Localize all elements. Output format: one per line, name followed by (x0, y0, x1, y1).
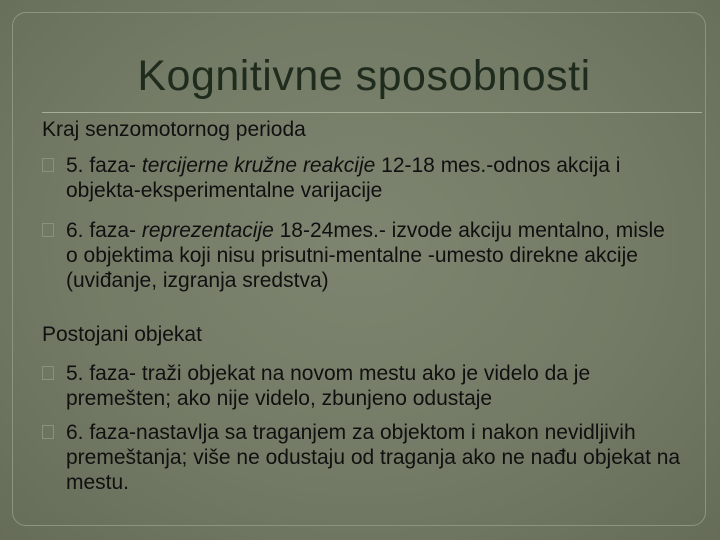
bullet-marker-icon (42, 158, 54, 172)
section-heading-senzomotorni-period: Kraj senzomotornog perioda (42, 118, 306, 141)
bullet-text: 6. faza-nastavlja sa traganjem za objektom i nakon nevidljivih premeštanja; više ne odustaju od traganja ako ne nađu objekat na mestu. (66, 421, 681, 494)
bullet-text: 5. faza- tercijerne kružne reakcije 12-18 mes.-odnos akcija i objekta-eksperimentalne varijacije (66, 154, 621, 202)
bullet-marker-icon (42, 223, 54, 237)
bullet-faza-5-objekat (42, 361, 682, 411)
slide-title: Kognitivne sposobnosti (137, 52, 591, 100)
bullet-marker-icon (42, 366, 54, 380)
bullet-text: 6. faza- reprezentacije 18-24mes.- izvode akciju mentalno, misle o objektima koji nisu prisutni-mentalne -umesto direkne akcije (uviđanje, izgranja sredstva) (66, 219, 665, 292)
title-divider (42, 112, 702, 113)
bullet-faza-5-senzomotorni (42, 153, 682, 203)
bullet-faza-6-senzomotorni (42, 218, 682, 293)
bullet-marker-icon (42, 425, 54, 439)
bullet-text: 5. faza- traži objekat na novom mestu ako je videlo da je premešten; ako nije videlo, zbunjeno odustaje (66, 362, 591, 410)
section-heading-postojani-objekat: Postojani objekat (42, 323, 202, 346)
bullet-faza-6-objekat (42, 420, 682, 495)
